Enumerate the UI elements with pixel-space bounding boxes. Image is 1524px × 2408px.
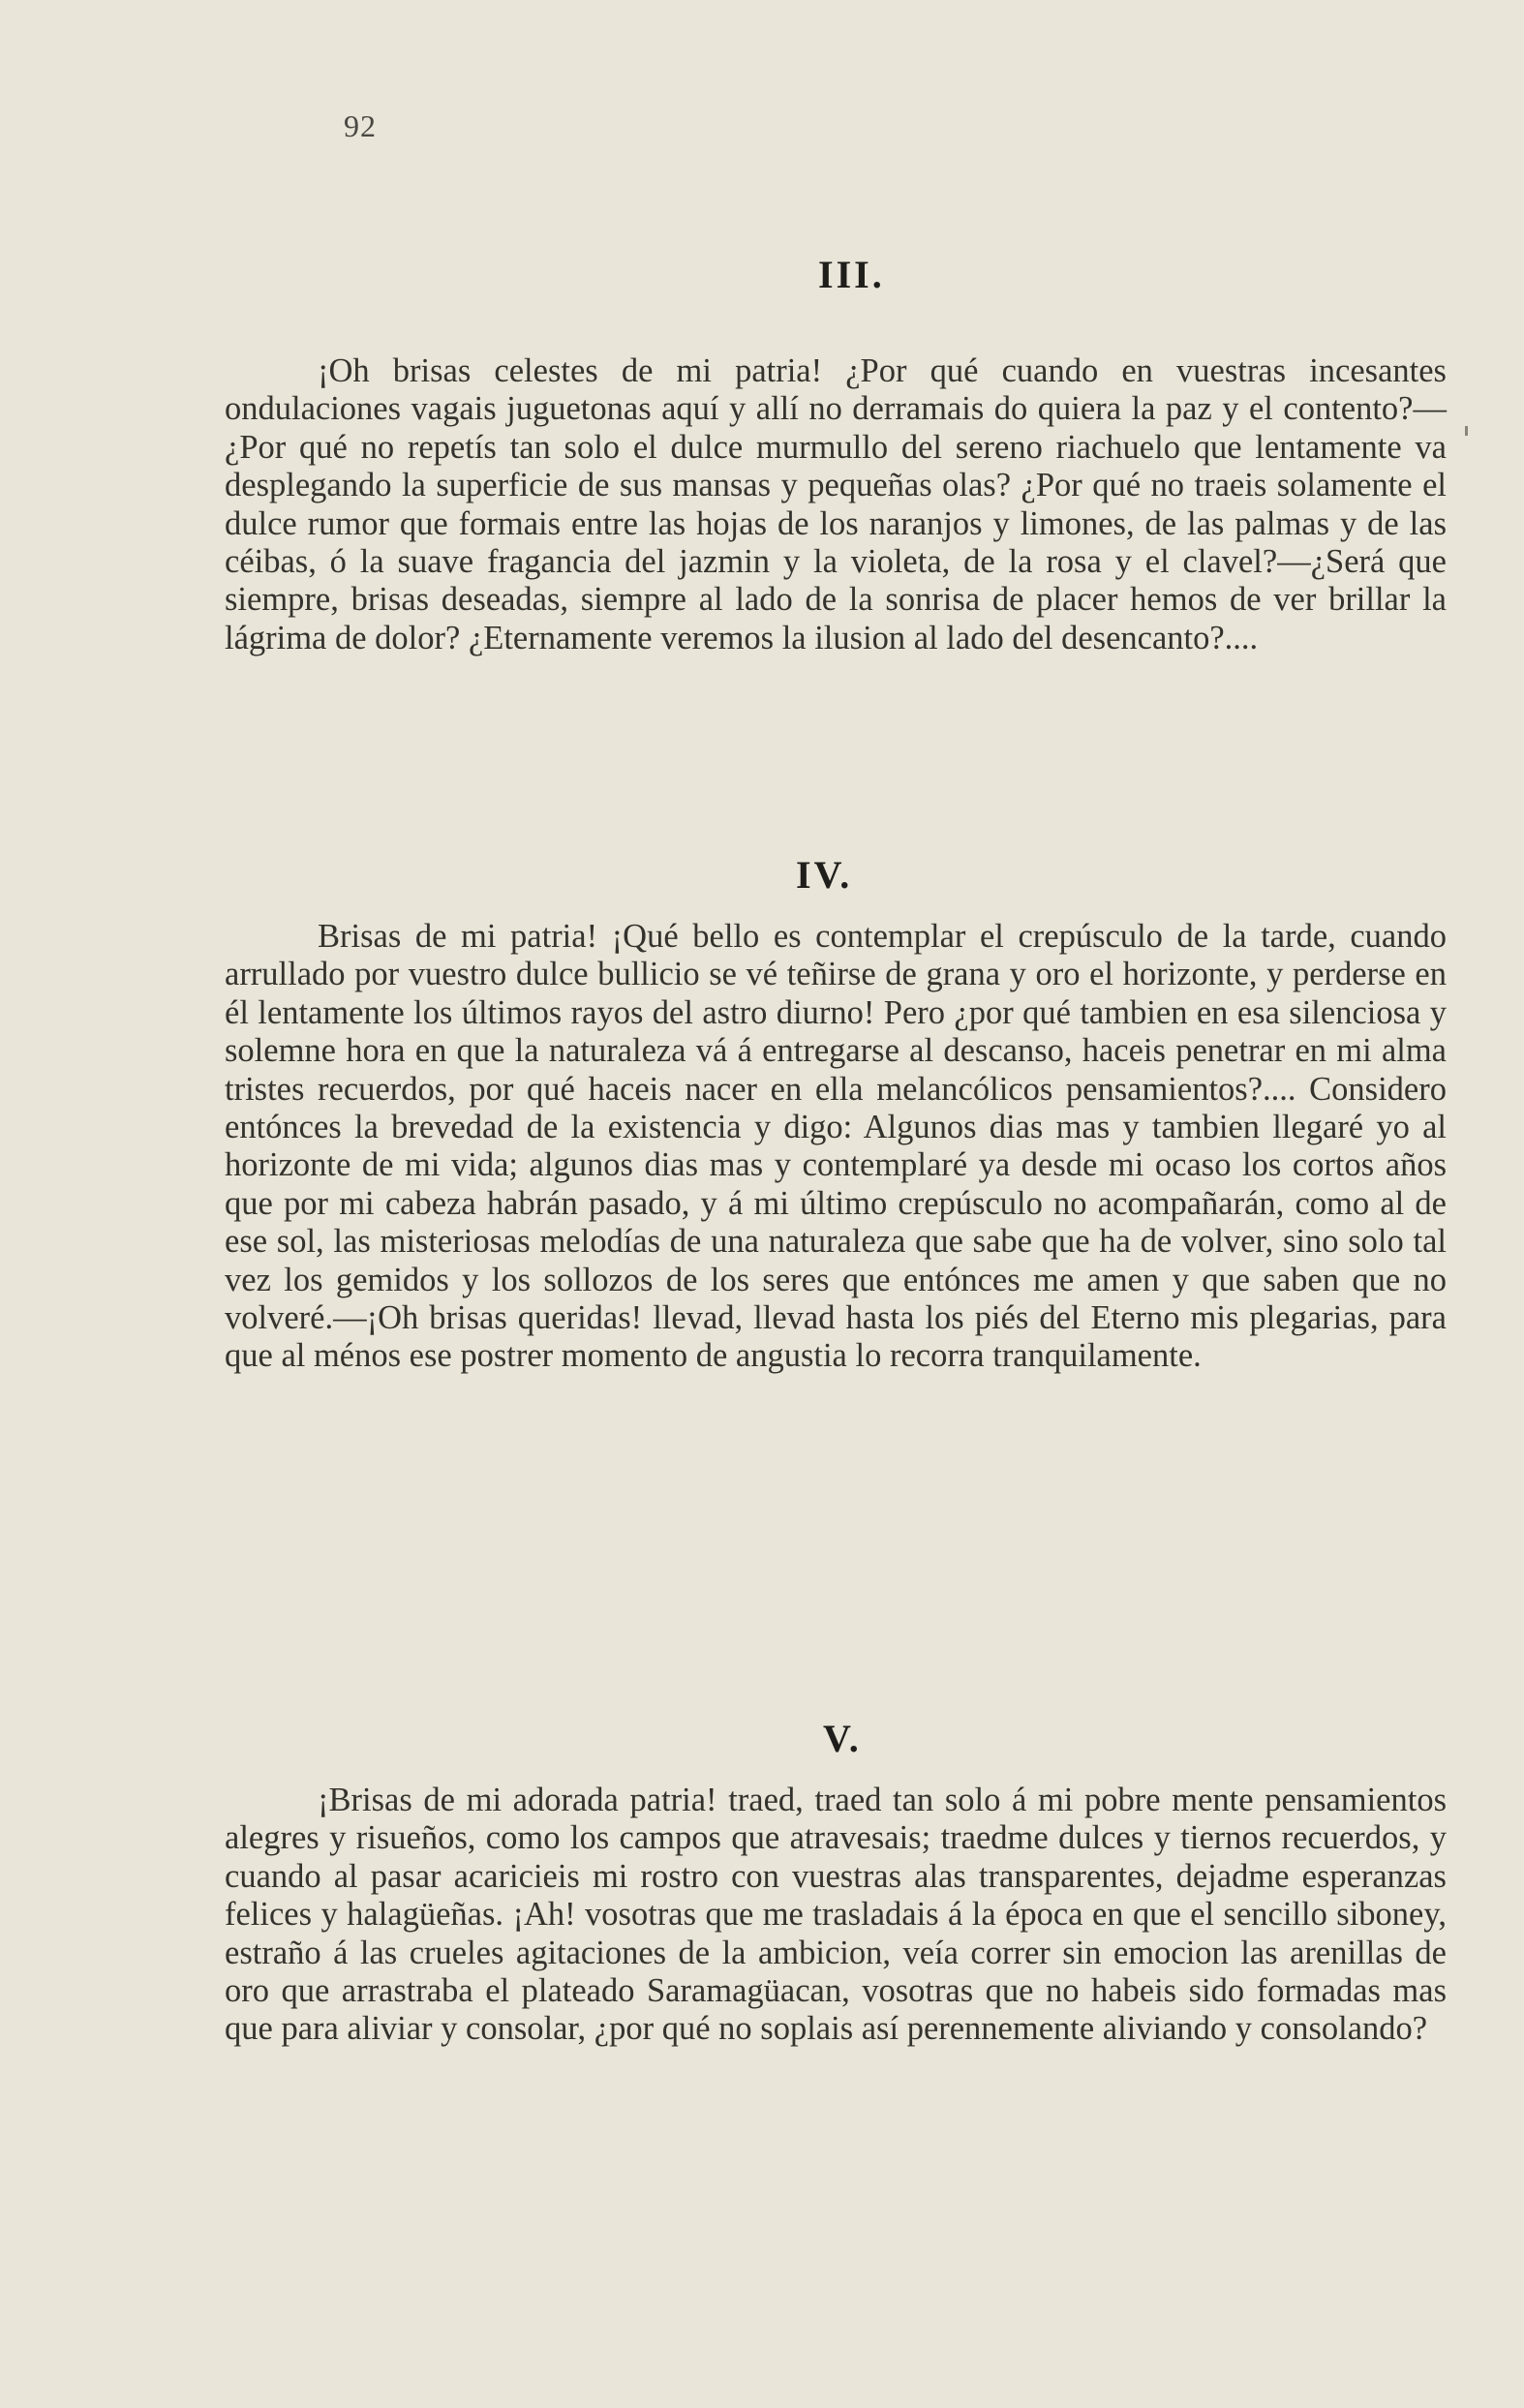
section-paragraph-iv: Brisas de mi patria! ¡Qué bello es contemplar el crepúsculo de la tarde, cuando arrullado por vuestro dulce bullicio se vé teñirse de grana y oro el horizonte, y perderse en él lentamente los últimos rayos del astro diurno! Pero ¿por qué tambien en esa silenciosa y solemne hora en que la naturaleza vá á entregarse al descanso, haceis penetrar en mi alma tristes recuerdos, por qué haceis nacer en ella melancólicos pensamientos?.... Considero entónces la brevedad de la existencia y digo: Algunos dias mas y tambien llegaré yo al horizonte de mi vida; algunos dias mas y contemplaré ya desde mi ocaso los cortos años que por mi cabeza habrán pasado, y á mi último crepúsculo no acompañarán, como al de ese sol, las misteriosas melodías de una naturaleza que sabe que ha de volver, sino solo tal vez los gemidos y los sollozos de los seres que entónces me amen y que saben que no volveré.—¡Oh brisas queridas! llevad, llevad hasta los piés del Eterno mis plegarias, para que al ménos ese postrer momento de angustia lo recorra tranquilamente.	[225, 918, 1447, 1375]
section-paragraph-v: ¡Brisas de mi adorada patria! traed, traed tan solo á mi pobre mente pensamientos alegres y risueños, como los campos que atravesais; traedme dulces y tiernos recuerdos, y cuando al pasar acaricieis mi rostro con vuestras alas transparentes, dejadme esperanzas felices y halagüeñas. ¡Ah! vosotras que me trasladais á la época en que el sencillo siboney, estraño á las crueles agitaciones de la ambicion, veía correr sin emocion las arenillas de oro que arrastraba el plateado Saramagüacan, vosotras que no habeis sido formadas mas que para aliviar y consolar, ¿por qué no soplais así perennemente aliviando y consolando?	[225, 1782, 1447, 2048]
page-number: 92	[344, 108, 377, 143]
section-paragraph-iii: ¡Oh brisas celestes de mi patria! ¿Por qué cuando en vuestras incesantes ondulaciones vagais juguetonas aquí y allí no derramais do quiera la paz y el contento?—¿Por qué no repetís tan solo el dulce murmullo del sereno riachuelo que lentamente va desplegando la superficie de sus mansas y pequeñas olas? ¿Por qué no traeis solamente el dulce rumor que formais entre las hojas de los naranjos y limones, de las palmas y de las céibas, ó la suave fragancia del jazmin y la violeta, de la rosa y el clavel?—¿Será que siempre, brisas deseadas, siempre al lado de la sonrisa de placer hemos de ver brillar la lágrima de dolor? ¿Eternamente veremos la ilusion al lado del desencanto?....	[225, 352, 1447, 656]
section-heading-iv: IV.	[796, 853, 853, 897]
section-heading-iii: III.	[818, 253, 885, 296]
section-heading-v: V.	[823, 1717, 862, 1760]
print-mark	[1465, 426, 1468, 436]
